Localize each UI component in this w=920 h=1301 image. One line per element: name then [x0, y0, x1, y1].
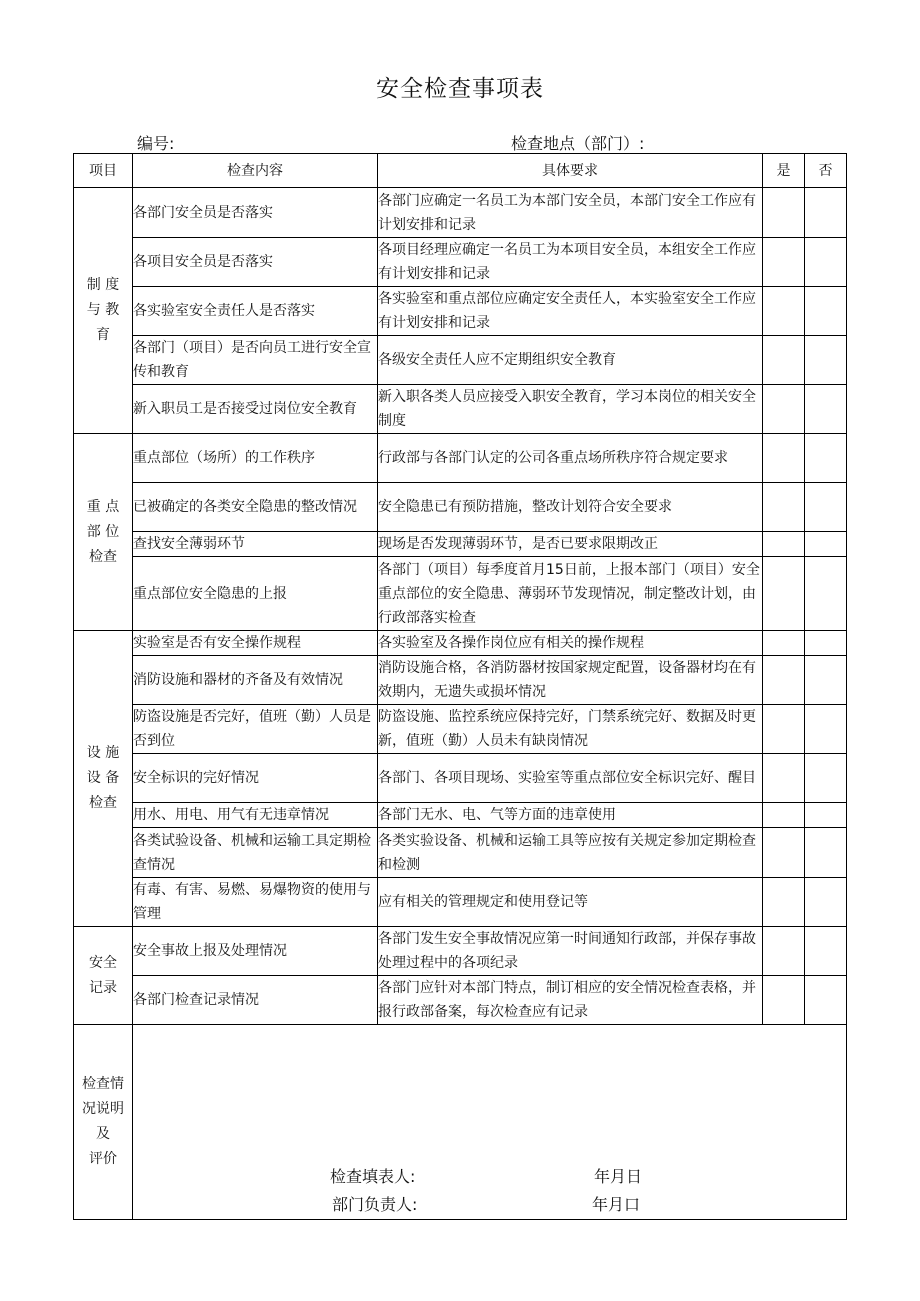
category-line: 制 度	[86, 277, 120, 293]
requirement-cell: 各部门应确定一名员工为本部门安全员，本部门安全工作应有计划安排和记录	[378, 188, 763, 238]
filler-date: 年月日	[594, 1167, 643, 1186]
requirement-cell: 各部门无水、电、气等方面的违章使用	[378, 803, 763, 828]
category-line: 与 教	[86, 302, 120, 318]
check-content-cell: 已被确定的各类安全隐患的整改情况	[133, 483, 378, 532]
check-content-cell: 安全标识的完好情况	[133, 754, 378, 803]
requirement-cell: 消防设施合格，各消防器材按国家规定配置，设备器材均在有效期内，无遗失或损坏情况	[378, 656, 763, 705]
requirement-cell: 各级安全责任人应不定期组织安全教育	[378, 336, 763, 385]
requirement-cell: 新入职各类人员应接受入职安全教育，学习本岗位的相关安全制度	[378, 385, 763, 434]
page-title: 安全检查事项表	[376, 76, 544, 102]
requirement-cell: 行政部与各部门认定的公司各重点场所秩序符合规定要求	[378, 434, 763, 483]
no-cell[interactable]	[805, 631, 847, 656]
form-number-label: 编号:	[137, 134, 175, 153]
table-row	[74, 557, 847, 631]
category-cell	[74, 631, 133, 927]
yes-cell[interactable]	[763, 803, 805, 828]
no-cell[interactable]	[805, 336, 847, 385]
header-item: 项目	[74, 154, 133, 188]
header-no: 否	[805, 154, 847, 188]
no-cell[interactable]	[805, 483, 847, 532]
table-row	[74, 434, 847, 483]
yes-cell[interactable]	[763, 927, 805, 976]
requirement-cell: 各部门应针对本部门特点，制订相应的安全情况检查表格，并报行政部备案，每次检查应有记录	[378, 976, 763, 1025]
no-cell[interactable]	[805, 976, 847, 1025]
no-cell[interactable]	[805, 385, 847, 434]
table-row	[74, 631, 847, 656]
category-cell	[74, 188, 133, 434]
header-requirement: 具体要求	[378, 154, 763, 188]
no-cell[interactable]	[805, 878, 847, 927]
category-cell	[74, 434, 133, 631]
no-cell[interactable]	[805, 434, 847, 483]
yes-cell[interactable]	[763, 188, 805, 238]
table-row	[74, 976, 847, 1025]
yes-cell[interactable]	[763, 532, 805, 557]
no-cell[interactable]	[805, 238, 847, 287]
requirement-cell: 各项目经理应确定一名员工为本项目安全员，本组安全工作应有计划安排和记录	[378, 238, 763, 287]
yes-cell[interactable]	[763, 656, 805, 705]
table-row	[74, 754, 847, 803]
check-content-cell: 用水、用电、用气有无违章情况	[133, 803, 378, 828]
evaluation-label	[82, 1072, 124, 1172]
evaluation-row	[74, 1025, 847, 1220]
yes-cell[interactable]	[763, 385, 805, 434]
table-row	[74, 336, 847, 385]
table-row	[74, 238, 847, 287]
requirement-cell: 应有相关的管理规定和使用登记等	[378, 878, 763, 927]
check-content-cell: 各类试验设备、机械和运输工具定期检查情况	[133, 828, 378, 878]
header-content: 检查内容	[133, 154, 378, 188]
table-row	[74, 878, 847, 927]
header-yes: 是	[763, 154, 805, 188]
category-label	[87, 273, 119, 348]
category-label	[87, 495, 119, 570]
yes-cell[interactable]	[763, 754, 805, 803]
yes-cell[interactable]	[763, 705, 805, 754]
yes-cell[interactable]	[763, 434, 805, 483]
yes-cell[interactable]	[763, 878, 805, 927]
evaluation-label-line: 评价	[89, 1151, 117, 1167]
yes-cell[interactable]	[763, 336, 805, 385]
category-line: 育	[95, 327, 110, 343]
table-row	[74, 188, 847, 238]
check-content-cell: 各部门（项目）是否向员工进行安全宣传和教育	[133, 336, 378, 385]
no-cell[interactable]	[805, 557, 847, 631]
table-row	[74, 828, 847, 878]
yes-cell[interactable]	[763, 287, 805, 336]
inspection-table-body	[74, 154, 847, 1220]
yes-cell[interactable]	[763, 238, 805, 287]
category-line: 检查	[88, 548, 117, 565]
check-content-cell: 消防设施和器材的齐备及有效情况	[133, 656, 378, 705]
evaluation-label-line: 检查情	[82, 1076, 124, 1092]
category-line: 记录	[89, 979, 117, 996]
inspection-table	[73, 153, 847, 1220]
check-content-cell: 各部门检查记录情况	[133, 976, 378, 1025]
no-cell[interactable]	[805, 705, 847, 754]
leader-date: 年月口	[592, 1195, 641, 1214]
category-line: 安全	[89, 954, 117, 971]
check-content-cell: 有毒、有害、易燃、易爆物资的使用与管理	[133, 878, 378, 927]
category-line: 设 施	[86, 745, 120, 761]
no-cell[interactable]	[805, 532, 847, 557]
table-row	[74, 656, 847, 705]
yes-cell[interactable]	[763, 828, 805, 878]
requirement-cell: 各实验室和重点部位应确定安全责任人，本实验室安全工作应有计划安排和记录	[378, 287, 763, 336]
requirement-cell: 防盗设施、监控系统应保持完好，门禁系统完好、数据及时更新，值班（勤）人员未有缺岗情况	[378, 705, 763, 754]
table-row	[74, 287, 847, 336]
requirement-cell: 现场是否发现薄弱环节，是否已要求限期改正	[378, 532, 763, 557]
table-row	[74, 532, 847, 557]
category-line: 设 备	[86, 770, 120, 786]
check-content-cell: 防盗设施是否完好，值班（勤）人员是否到位	[133, 705, 378, 754]
check-content-cell: 各项目安全员是否落实	[133, 238, 378, 287]
yes-cell[interactable]	[763, 631, 805, 656]
leader-label: 部门负责人:	[332, 1195, 418, 1214]
no-cell[interactable]	[805, 927, 847, 976]
category-cell	[74, 927, 133, 1025]
table-row	[74, 483, 847, 532]
requirement-cell: 各部门（项目）每季度首月15日前，上报本部门（项目）安全重点部位的安全隐患、薄弱环节发现情况，制定整改计划，由行政部落实检查	[378, 557, 763, 631]
check-content-cell: 各部门安全员是否落实	[133, 188, 378, 238]
category-line: 重 点	[86, 498, 120, 515]
evaluation-label-line: 况说明	[82, 1101, 124, 1117]
evaluation-label-line: 及	[96, 1126, 110, 1142]
no-cell[interactable]	[805, 828, 847, 878]
check-content-cell: 查找安全薄弱环节	[133, 532, 378, 557]
table-row	[74, 803, 847, 828]
table-row	[74, 385, 847, 434]
table-header-row	[74, 154, 847, 188]
requirement-cell: 各类实验设备、机械和运输工具等应按有关规定参加定期检查和检测	[378, 828, 763, 878]
evaluation-body-cell[interactable]	[133, 1025, 847, 1220]
check-content-cell: 重点部位（场所）的工作秩序	[133, 434, 378, 483]
requirement-cell: 各部门、各项目现场、实验室等重点部位安全标识完好、醒目	[378, 754, 763, 803]
table-row	[74, 705, 847, 754]
inspection-location-label: 检查地点（部门）:	[511, 134, 645, 153]
no-cell[interactable]	[805, 803, 847, 828]
filler-label: 检查填表人:	[330, 1167, 416, 1186]
check-content-cell: 实验室是否有安全操作规程	[133, 631, 378, 656]
no-cell[interactable]	[805, 656, 847, 705]
no-cell[interactable]	[805, 188, 847, 238]
no-cell[interactable]	[805, 287, 847, 336]
check-content-cell: 新入职员工是否接受过岗位安全教育	[133, 385, 378, 434]
yes-cell[interactable]	[763, 557, 805, 631]
check-content-cell: 重点部位安全隐患的上报	[133, 557, 378, 631]
check-content-cell: 安全事故上报及处理情况	[133, 927, 378, 976]
category-line: 部 位	[86, 523, 120, 540]
yes-cell[interactable]	[763, 976, 805, 1025]
category-label	[89, 951, 117, 1001]
check-content-cell: 各实验室安全责任人是否落实	[133, 287, 378, 336]
yes-cell[interactable]	[763, 483, 805, 532]
requirement-cell: 各实验室及各操作岗位应有相关的操作规程	[378, 631, 763, 656]
requirement-cell: 各部门发生安全事故情况应第一时间通知行政部，并保存事故处理过程中的各项纪录	[378, 927, 763, 976]
table-row	[74, 927, 847, 976]
category-line: 检查	[88, 795, 117, 811]
evaluation-label-cell	[74, 1025, 133, 1220]
category-label	[87, 741, 119, 816]
requirement-cell: 安全隐患已有预防措施，整改计划符合安全要求	[378, 483, 763, 532]
no-cell[interactable]	[805, 754, 847, 803]
